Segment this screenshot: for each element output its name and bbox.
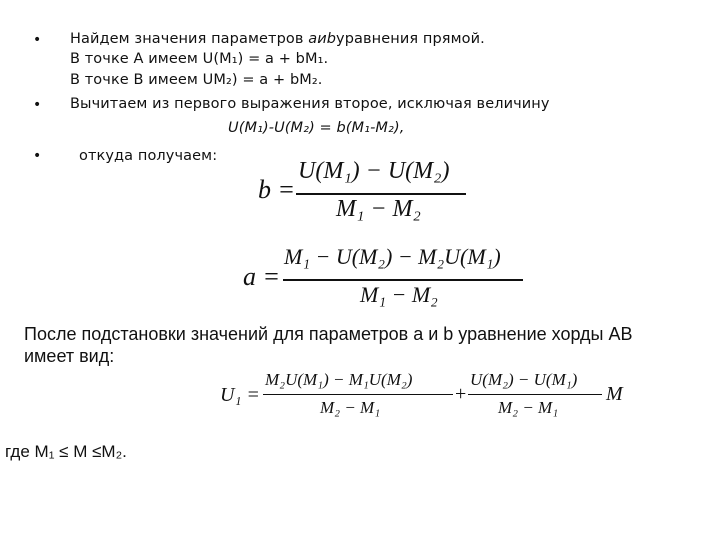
paragraph-line2: имеет вид:: [24, 346, 115, 366]
footnote: где M₁ ≤ M ≤M₂.: [5, 442, 127, 461]
formula-a-denominator: M₁ − M₂: [360, 282, 438, 307]
formula-u-lhs: U₁ =: [220, 384, 260, 406]
formula-u-frac1-denominator: M₂ − M₁: [320, 398, 381, 417]
item1-text: Найдем значения параметров: [70, 31, 309, 47]
item2-line2: U(M₁)-U(M₂) = b(M₁-M₂),: [228, 120, 405, 136]
conj-and: и: [317, 31, 327, 47]
formula-u-frac2-bar: [468, 394, 602, 395]
formula-b-lhs: b =: [258, 175, 296, 204]
formula-b-denominator: M₁ − M₂: [336, 196, 421, 222]
formula-a-numerator: M₁ − U(M₂) − M₂U(M₁): [284, 244, 501, 269]
formula-u-frac1-bar: [263, 394, 453, 395]
formula-b-bar: [296, 193, 466, 195]
param-b: b: [326, 31, 337, 47]
formula-a-bar: [283, 279, 523, 281]
item1-line3: В точке B имеем UM₂) = a + bM₂.: [70, 72, 323, 88]
formula-u-frac1-numerator: M₂U(M₁) − M₁U(M₂): [265, 370, 413, 389]
param-a: a: [308, 31, 318, 47]
formula-b-numerator: U(M₁) − U(M₂): [298, 158, 450, 184]
paragraph-line1: После подстановки значений для параметров a и b уравнение хорды AB: [24, 324, 633, 344]
item1-line2: В точке A имеем U(M₁) = a + bM₁.: [70, 51, 329, 67]
formula-u-frac2-numerator: U(M₂) − U(M₁): [470, 370, 578, 389]
item1-line1: [70, 31, 485, 47]
bullet-2: •: [33, 97, 42, 113]
formula-u-frac2-denominator: M₂ − M₁: [498, 398, 559, 417]
item1-tail: уравнения прямой.: [336, 31, 485, 47]
formula-u-plus: +: [455, 383, 467, 405]
item3-line1: откуда получаем:: [79, 148, 218, 164]
formula-a-lhs: a =: [243, 262, 281, 291]
item2-line1: Вычитаем из первого выражения второе, исключая величину: [70, 96, 550, 112]
formula-u-tail: M: [606, 383, 623, 405]
bullet-3: •: [33, 148, 42, 164]
bullet-1: •: [33, 32, 42, 48]
